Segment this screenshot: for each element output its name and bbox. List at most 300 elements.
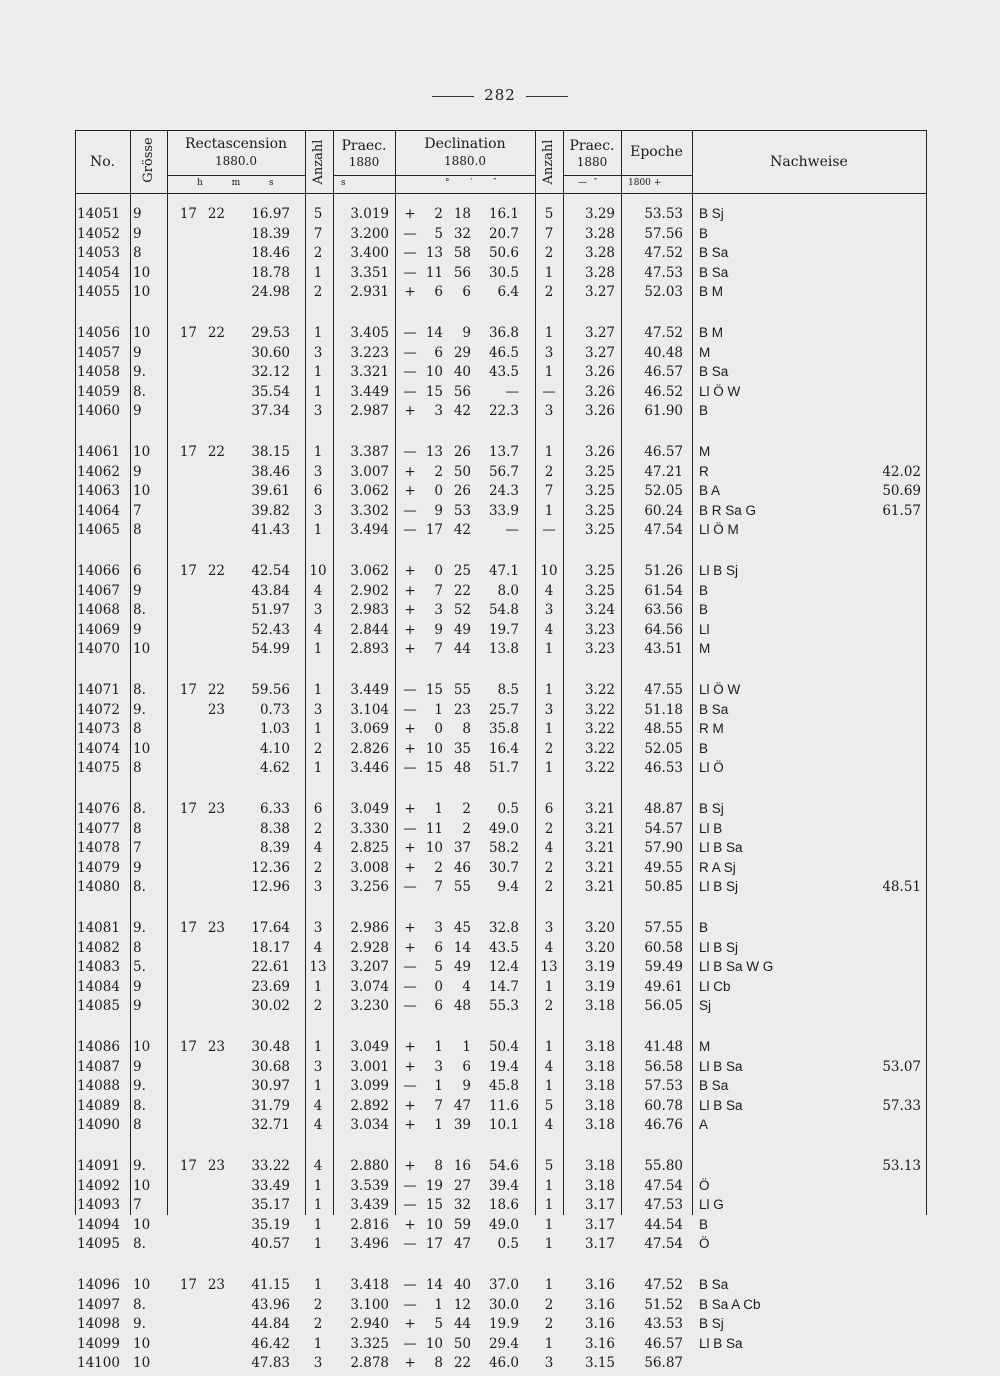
- cell-anzahl-2: 2: [544, 879, 554, 896]
- table-row: [75, 1316, 927, 1337]
- cell-epoche: 51.26: [644, 563, 683, 579]
- cell-decl-min: 48: [453, 760, 471, 777]
- cell-decl-min: 14: [453, 939, 471, 956]
- cell-no: 14070: [77, 641, 120, 658]
- cell-praec-2: 3.29: [584, 206, 615, 222]
- cell-decl-sec: 54.8: [488, 602, 519, 619]
- cell-anzahl: 2: [313, 859, 323, 876]
- cell-praec-2: 3.18: [584, 1039, 615, 1055]
- cell-praec-2: 3.17: [584, 1236, 615, 1253]
- cell-ra-h: 17: [179, 206, 197, 222]
- cell-praec-2: 3.21: [584, 840, 615, 857]
- cell-anzahl-2: 4: [544, 582, 554, 599]
- cell-decl-min: 58: [453, 245, 471, 262]
- cell-decl-sign: +: [404, 859, 416, 876]
- cell-anzahl: 4: [313, 1117, 323, 1134]
- cell-decl-sign: +: [404, 1216, 416, 1233]
- cell-decl-sign: —: [403, 701, 417, 718]
- cell-ra-s: 32.71: [251, 1117, 290, 1134]
- cell-no: 14078: [77, 840, 120, 857]
- table-row: [75, 1117, 927, 1138]
- cell-ra-s: 32.12: [251, 364, 290, 381]
- cell-decl-sign: —: [403, 978, 417, 995]
- cell-decl-sign: —: [403, 682, 417, 698]
- cell-decl-deg: 13: [425, 245, 443, 262]
- cell-anzahl: 1: [313, 1335, 323, 1352]
- cell-decl-deg: 3: [434, 920, 443, 936]
- cell-anzahl: 1: [313, 1236, 323, 1253]
- header-decl: Declination: [424, 136, 506, 152]
- cell-decl-min: 50: [453, 1335, 471, 1352]
- cell-nachweise: Ö: [699, 1236, 710, 1252]
- cell-decl-sec: 8.5: [497, 682, 519, 698]
- header-nachweise: Nachweise: [770, 154, 848, 170]
- cell-groesse: 10: [133, 444, 151, 460]
- cell-anzahl-2: —: [542, 522, 556, 539]
- cell-epoche: 56.87: [644, 1355, 683, 1372]
- table-row: [75, 1355, 927, 1376]
- cell-nachweise: B M: [699, 325, 724, 340]
- cell-groesse: 8: [133, 760, 142, 777]
- cell-anzahl: 1: [313, 1039, 323, 1055]
- cell-groesse: 5.: [133, 959, 146, 976]
- cell-decl-sign: —: [403, 344, 417, 361]
- cell-praec: 3.007: [350, 463, 389, 480]
- cell-anzahl-2: 5: [544, 206, 554, 222]
- cell-no: 14069: [77, 621, 120, 638]
- cell-praec-2: 3.21: [584, 801, 615, 817]
- cell-groesse: 8.: [133, 602, 146, 619]
- table-row: [75, 325, 927, 346]
- cell-decl-sec: 36.8: [488, 325, 519, 341]
- cell-anzahl: 3: [313, 502, 323, 519]
- cell-no: 14065: [77, 522, 120, 539]
- cell-anzahl: 2: [313, 1296, 323, 1313]
- cell-groesse: 9: [133, 621, 142, 638]
- cell-decl-sec: 19.7: [488, 621, 519, 638]
- cell-nachweise: B Sa: [699, 1277, 729, 1292]
- cell-groesse: 10: [133, 1335, 151, 1352]
- table-row: [75, 345, 927, 366]
- cell-praec-2: 3.25: [584, 582, 615, 599]
- cell-groesse: 7: [133, 502, 142, 519]
- cell-praec: 3.539: [350, 1177, 389, 1194]
- cell-ra-s: 37.34: [251, 403, 290, 420]
- header-praec-2-year: 1880: [576, 155, 608, 169]
- cell-epoche: 61.90: [644, 403, 683, 420]
- cell-anzahl: 4: [313, 621, 323, 638]
- cell-anzahl: 1: [313, 264, 323, 281]
- cell-decl-sign: —: [403, 879, 417, 896]
- table-row: [75, 702, 927, 723]
- cell-anzahl: 4: [313, 582, 323, 599]
- header-anzahl-2: Anzahl: [541, 139, 556, 185]
- cell-praec-2: 3.28: [584, 225, 615, 242]
- cell-decl-min: 40: [453, 364, 471, 381]
- cell-epoche: 52.05: [644, 740, 683, 757]
- cell-anzahl: 1: [313, 978, 323, 995]
- cell-praec: 3.223: [350, 344, 389, 361]
- cell-decl-sec: 8.0: [497, 582, 519, 599]
- table-row: [75, 801, 927, 822]
- cell-groesse: 7: [133, 840, 142, 857]
- cell-praec: 3.104: [350, 701, 389, 718]
- cell-groesse: 8: [133, 721, 142, 738]
- cell-praec: 3.387: [350, 444, 389, 460]
- header-decl-units: ° ′ ″: [445, 178, 499, 188]
- cell-anzahl: 7: [313, 225, 323, 242]
- cell-groesse: 10: [133, 1355, 151, 1372]
- table-row: [75, 206, 927, 227]
- cell-epoche: 61.54: [644, 582, 683, 599]
- cell-no: 14062: [77, 463, 120, 480]
- cell-praec-2: 3.26: [584, 383, 615, 400]
- table-row: [75, 1336, 927, 1357]
- cell-decl-sec: 16.1: [488, 206, 519, 222]
- cell-praec-2: 3.18: [584, 1158, 615, 1174]
- cell-nachweise: B Sj: [699, 1316, 724, 1332]
- cell-groesse: 9.: [133, 920, 146, 936]
- cell-anzahl-2: 1: [544, 1197, 554, 1214]
- cell-nachweise: Ll: [699, 621, 710, 637]
- cell-decl-deg: 3: [434, 602, 443, 619]
- cell-groesse: 9: [133, 582, 142, 599]
- cell-decl-sec: 50.4: [488, 1039, 519, 1055]
- cell-ra-h: 17: [179, 1039, 197, 1055]
- cell-decl-sign: +: [404, 721, 416, 738]
- cell-anzahl: 3: [313, 701, 323, 718]
- cell-groesse: 8: [133, 522, 142, 539]
- cell-decl-min: 6: [462, 1058, 471, 1075]
- header-bottom-rule: [75, 193, 927, 194]
- cell-decl-deg: 8: [434, 1158, 443, 1174]
- header-ra-epoch: 1880.0: [215, 154, 257, 168]
- cell-anzahl-2: 3: [544, 1355, 554, 1372]
- cell-anzahl-2: 1: [544, 1236, 554, 1253]
- cell-decl-sign: +: [404, 206, 416, 222]
- cell-decl-sign: +: [404, 602, 416, 619]
- table-row: [75, 1158, 927, 1179]
- cell-anzahl: 3: [313, 463, 323, 480]
- cell-decl-deg: 5: [434, 1316, 443, 1333]
- cell-no: 14077: [77, 820, 120, 837]
- cell-decl-sign: —: [403, 364, 417, 381]
- cell-decl-deg: 15: [425, 682, 443, 698]
- cell-praec-2: 3.17: [584, 1197, 615, 1214]
- catalogue-table: [75, 130, 927, 1372]
- cell-praec: 3.400: [350, 245, 389, 262]
- cell-no: 14097: [77, 1296, 120, 1313]
- cell-groesse: 10: [133, 483, 151, 500]
- cell-no: 14084: [77, 978, 120, 995]
- cell-epoche: 46.57: [644, 364, 683, 381]
- cell-groesse: 8: [133, 245, 142, 262]
- cell-epoche: 44.54: [644, 1216, 683, 1233]
- cell-epoche: 63.56: [644, 602, 683, 619]
- cell-nachweise: M: [699, 1039, 711, 1054]
- cell-ra-m: 23: [207, 701, 225, 718]
- cell-praec-2: 3.19: [584, 959, 615, 976]
- cell-praec-2: 3.27: [584, 325, 615, 341]
- cell-ra-s: 0.73: [259, 701, 290, 718]
- cell-ra-h: 17: [179, 444, 197, 460]
- cell-nachweise: Ll Ö W: [699, 682, 741, 697]
- cell-decl-deg: 1: [434, 1117, 443, 1134]
- cell-nachweise: R M: [699, 721, 724, 737]
- cell-groesse: 8: [133, 820, 142, 837]
- cell-decl-min: 44: [453, 1316, 471, 1333]
- cell-epoche: 47.55: [644, 682, 683, 698]
- cell-praec-2: 3.22: [584, 721, 615, 738]
- cell-praec-2: 3.16: [584, 1316, 615, 1333]
- cell-epoche: 47.52: [644, 1277, 683, 1293]
- table-row: [75, 1098, 927, 1119]
- cell-praec: 3.330: [350, 820, 389, 837]
- cell-praec: 3.405: [350, 325, 389, 341]
- cell-ra-s: 43.84: [251, 582, 290, 599]
- cell-decl-sign: +: [404, 582, 416, 599]
- cell-groesse: 10: [133, 325, 151, 341]
- cell-no: 14059: [77, 383, 120, 400]
- cell-anzahl-2: 3: [544, 344, 554, 361]
- cell-groesse: 6: [133, 563, 142, 579]
- cell-no: 14074: [77, 740, 120, 757]
- cell-ra-h: 17: [179, 801, 197, 817]
- cell-decl-sec: 56.7: [488, 463, 519, 480]
- cell-praec: 2.878: [350, 1355, 389, 1372]
- cell-anzahl: 1: [313, 721, 323, 738]
- cell-groesse: 8.: [133, 879, 146, 896]
- cell-decl-sec: 13.7: [488, 444, 519, 460]
- cell-ra-s: 22.61: [251, 959, 290, 976]
- cell-ra-m: 23: [207, 801, 225, 817]
- cell-decl-sign: —: [403, 325, 417, 341]
- cell-epoche: 57.56: [644, 225, 683, 242]
- cell-ra-s: 35.54: [251, 383, 290, 400]
- cell-decl-sign: —: [403, 1335, 417, 1352]
- cell-groesse: 9.: [133, 1078, 146, 1095]
- cell-epoche: 48.55: [644, 721, 683, 738]
- cell-decl-deg: 11: [425, 820, 443, 837]
- cell-anzahl-2: 2: [544, 859, 554, 876]
- cell-groesse: 9: [133, 344, 142, 361]
- cell-decl-sign: —: [403, 225, 417, 242]
- cell-praec-2: 3.22: [584, 682, 615, 698]
- cell-decl-sec: 49.0: [488, 820, 519, 837]
- table-row: [75, 821, 927, 842]
- cell-epoche: 41.48: [644, 1039, 683, 1055]
- cell-anzahl-2: 4: [544, 840, 554, 857]
- cell-decl-sec: 16.4: [488, 740, 519, 757]
- header-decl-epoch: 1880.0: [444, 154, 486, 168]
- cell-decl-sec: 12.4: [488, 959, 519, 976]
- cell-nachweise: B Sj: [699, 801, 724, 816]
- cell-ra-h: 17: [179, 325, 197, 341]
- cell-decl-sign: —: [403, 959, 417, 976]
- cell-no: 14054: [77, 264, 120, 281]
- cell-ra-s: 54.99: [251, 641, 290, 658]
- cell-decl-sign: —: [403, 264, 417, 281]
- cell-epoche: 57.53: [644, 1078, 683, 1095]
- cell-anzahl-2: 6: [544, 801, 554, 817]
- cell-epoche: 56.05: [644, 998, 683, 1015]
- cell-anzahl-2: 1: [544, 1177, 554, 1194]
- table-row: [75, 998, 927, 1019]
- cell-no: 14089: [77, 1097, 120, 1114]
- cell-ra-m: 22: [207, 563, 225, 579]
- cell-decl-deg: 0: [434, 721, 443, 738]
- cell-praec: 3.449: [350, 682, 389, 698]
- cell-praec: 3.302: [350, 502, 389, 519]
- cell-praec: 3.001: [350, 1058, 389, 1075]
- cell-decl-sec: —: [505, 383, 519, 400]
- cell-anzahl-2: 2: [544, 463, 554, 480]
- cell-decl-sign: +: [404, 1355, 416, 1372]
- cell-groesse: 10: [133, 284, 151, 301]
- cell-decl-sec: 55.3: [488, 998, 519, 1015]
- cell-no: 14100: [77, 1355, 120, 1372]
- cell-decl-deg: 10: [425, 840, 443, 857]
- cell-anzahl-2: 5: [544, 1097, 554, 1114]
- cell-anzahl: 1: [313, 383, 323, 400]
- cell-anzahl: 2: [313, 245, 323, 262]
- table-row: [75, 284, 927, 305]
- cell-decl-sign: +: [404, 1158, 416, 1174]
- cell-decl-min: 56: [453, 383, 471, 400]
- cell-praec-2: 3.18: [584, 1177, 615, 1194]
- cell-ra-s: 18.46: [251, 245, 290, 262]
- cell-extra: 50.69: [882, 483, 921, 500]
- cell-epoche: 47.54: [644, 522, 683, 539]
- cell-epoche: 47.54: [644, 1177, 683, 1194]
- cell-no: 14058: [77, 364, 120, 381]
- cell-decl-sec: 58.2: [488, 840, 519, 857]
- cell-decl-sec: 30.5: [488, 264, 519, 281]
- cell-decl-sign: —: [403, 1177, 417, 1194]
- cell-decl-deg: 19: [425, 1177, 443, 1194]
- cell-anzahl-2: 4: [544, 1058, 554, 1075]
- cell-epoche: 46.53: [644, 760, 683, 777]
- cell-praec: 3.418: [350, 1277, 389, 1293]
- cell-anzahl-2: —: [542, 383, 556, 400]
- table-row: [75, 1236, 927, 1257]
- cell-anzahl: 3: [313, 1355, 323, 1372]
- cell-praec: 2.816: [350, 1216, 389, 1233]
- cell-groesse: 9: [133, 998, 142, 1015]
- cell-decl-min: 37: [453, 840, 471, 857]
- cell-no: 14066: [77, 563, 120, 579]
- cell-decl-min: 9: [462, 325, 471, 341]
- cell-nachweise: B: [699, 920, 709, 935]
- cell-anzahl: 1: [313, 641, 323, 658]
- cell-anzahl: 1: [313, 1277, 323, 1293]
- cell-epoche: 49.55: [644, 859, 683, 876]
- cell-epoche: 47.54: [644, 1236, 683, 1253]
- cell-decl-sec: 25.7: [488, 701, 519, 718]
- cell-epoche: 60.58: [644, 939, 683, 956]
- table-row: [75, 1078, 927, 1099]
- table-row: [75, 721, 927, 742]
- cell-anzahl-2: 5: [544, 1158, 554, 1174]
- cell-ra-s: 44.84: [251, 1316, 290, 1333]
- cell-decl-sec: 24.3: [488, 483, 519, 500]
- cell-decl-sign: +: [404, 1039, 416, 1055]
- cell-epoche: 49.61: [644, 978, 683, 995]
- cell-praec: 3.256: [350, 879, 389, 896]
- cell-praec: 3.062: [350, 483, 389, 500]
- cell-epoche: 59.49: [644, 959, 683, 976]
- cell-ra-s: 4.10: [259, 740, 290, 757]
- cell-praec-2: 3.28: [584, 245, 615, 262]
- cell-groesse: 8.: [133, 682, 146, 698]
- cell-groesse: 8.: [133, 383, 146, 400]
- cell-extra: 42.02: [882, 463, 921, 480]
- cell-anzahl: 1: [313, 1078, 323, 1095]
- cell-decl-sec: 37.0: [488, 1277, 519, 1293]
- cell-anzahl: 13: [309, 959, 327, 976]
- header-ra: Rectascension: [184, 136, 288, 152]
- cell-decl-deg: 10: [425, 1335, 443, 1352]
- cell-groesse: 10: [133, 641, 151, 658]
- cell-decl-sign: —: [403, 1197, 417, 1214]
- cell-decl-min: 25: [453, 563, 471, 579]
- cell-decl-sec: 30.0: [488, 1296, 519, 1313]
- cell-nachweise: B: [699, 1216, 709, 1232]
- cell-nachweise: M: [699, 641, 711, 657]
- cell-praec-2: 3.16: [584, 1335, 615, 1352]
- cell-no: 14053: [77, 245, 120, 262]
- cell-decl-min: 2: [462, 801, 471, 817]
- cell-ra-s: 30.02: [251, 998, 290, 1015]
- cell-decl-sign: +: [404, 403, 416, 420]
- table-row: [75, 1217, 927, 1238]
- cell-praec: 2.986: [350, 920, 389, 936]
- cell-anzahl: 3: [313, 602, 323, 619]
- cell-decl-min: 47: [453, 1097, 471, 1114]
- cell-decl-sec: 39.4: [488, 1177, 519, 1194]
- cell-epoche: 47.52: [644, 325, 683, 341]
- cell-ra-s: 24.98: [251, 284, 290, 301]
- cell-anzahl: 1: [313, 760, 323, 777]
- cell-decl-deg: 0: [434, 563, 443, 579]
- cell-praec: 3.200: [350, 225, 389, 242]
- cell-decl-deg: 10: [425, 1216, 443, 1233]
- cell-ra-h: 17: [179, 1277, 197, 1293]
- cell-nachweise: B: [699, 582, 709, 598]
- cell-ra-s: 33.49: [251, 1177, 290, 1194]
- cell-decl-min: 40: [453, 1277, 471, 1293]
- cell-ra-s: 41.15: [251, 1277, 290, 1293]
- cell-extra: 57.33: [882, 1097, 921, 1114]
- cell-decl-min: 50: [453, 463, 471, 480]
- cell-decl-sec: 14.7: [488, 978, 519, 995]
- cell-no: 14079: [77, 859, 120, 876]
- cell-anzahl-2: 2: [544, 1316, 554, 1333]
- cell-ra-h: 17: [179, 682, 197, 698]
- header-praec-year: 1880: [348, 155, 380, 169]
- cell-ra-s: 42.54: [251, 563, 290, 579]
- cell-decl-sign: +: [404, 463, 416, 480]
- cell-praec: 3.439: [350, 1197, 389, 1214]
- cell-decl-min: 1: [462, 1039, 471, 1055]
- cell-nachweise: M: [699, 444, 711, 459]
- cell-praec: 3.351: [350, 264, 389, 281]
- cell-epoche: 47.53: [644, 264, 683, 281]
- cell-anzahl: 6: [313, 483, 323, 500]
- header-epoche-unit: 1800 +: [628, 178, 662, 188]
- cell-nachweise: Ll B Sj: [699, 563, 739, 578]
- table-row: [75, 940, 927, 961]
